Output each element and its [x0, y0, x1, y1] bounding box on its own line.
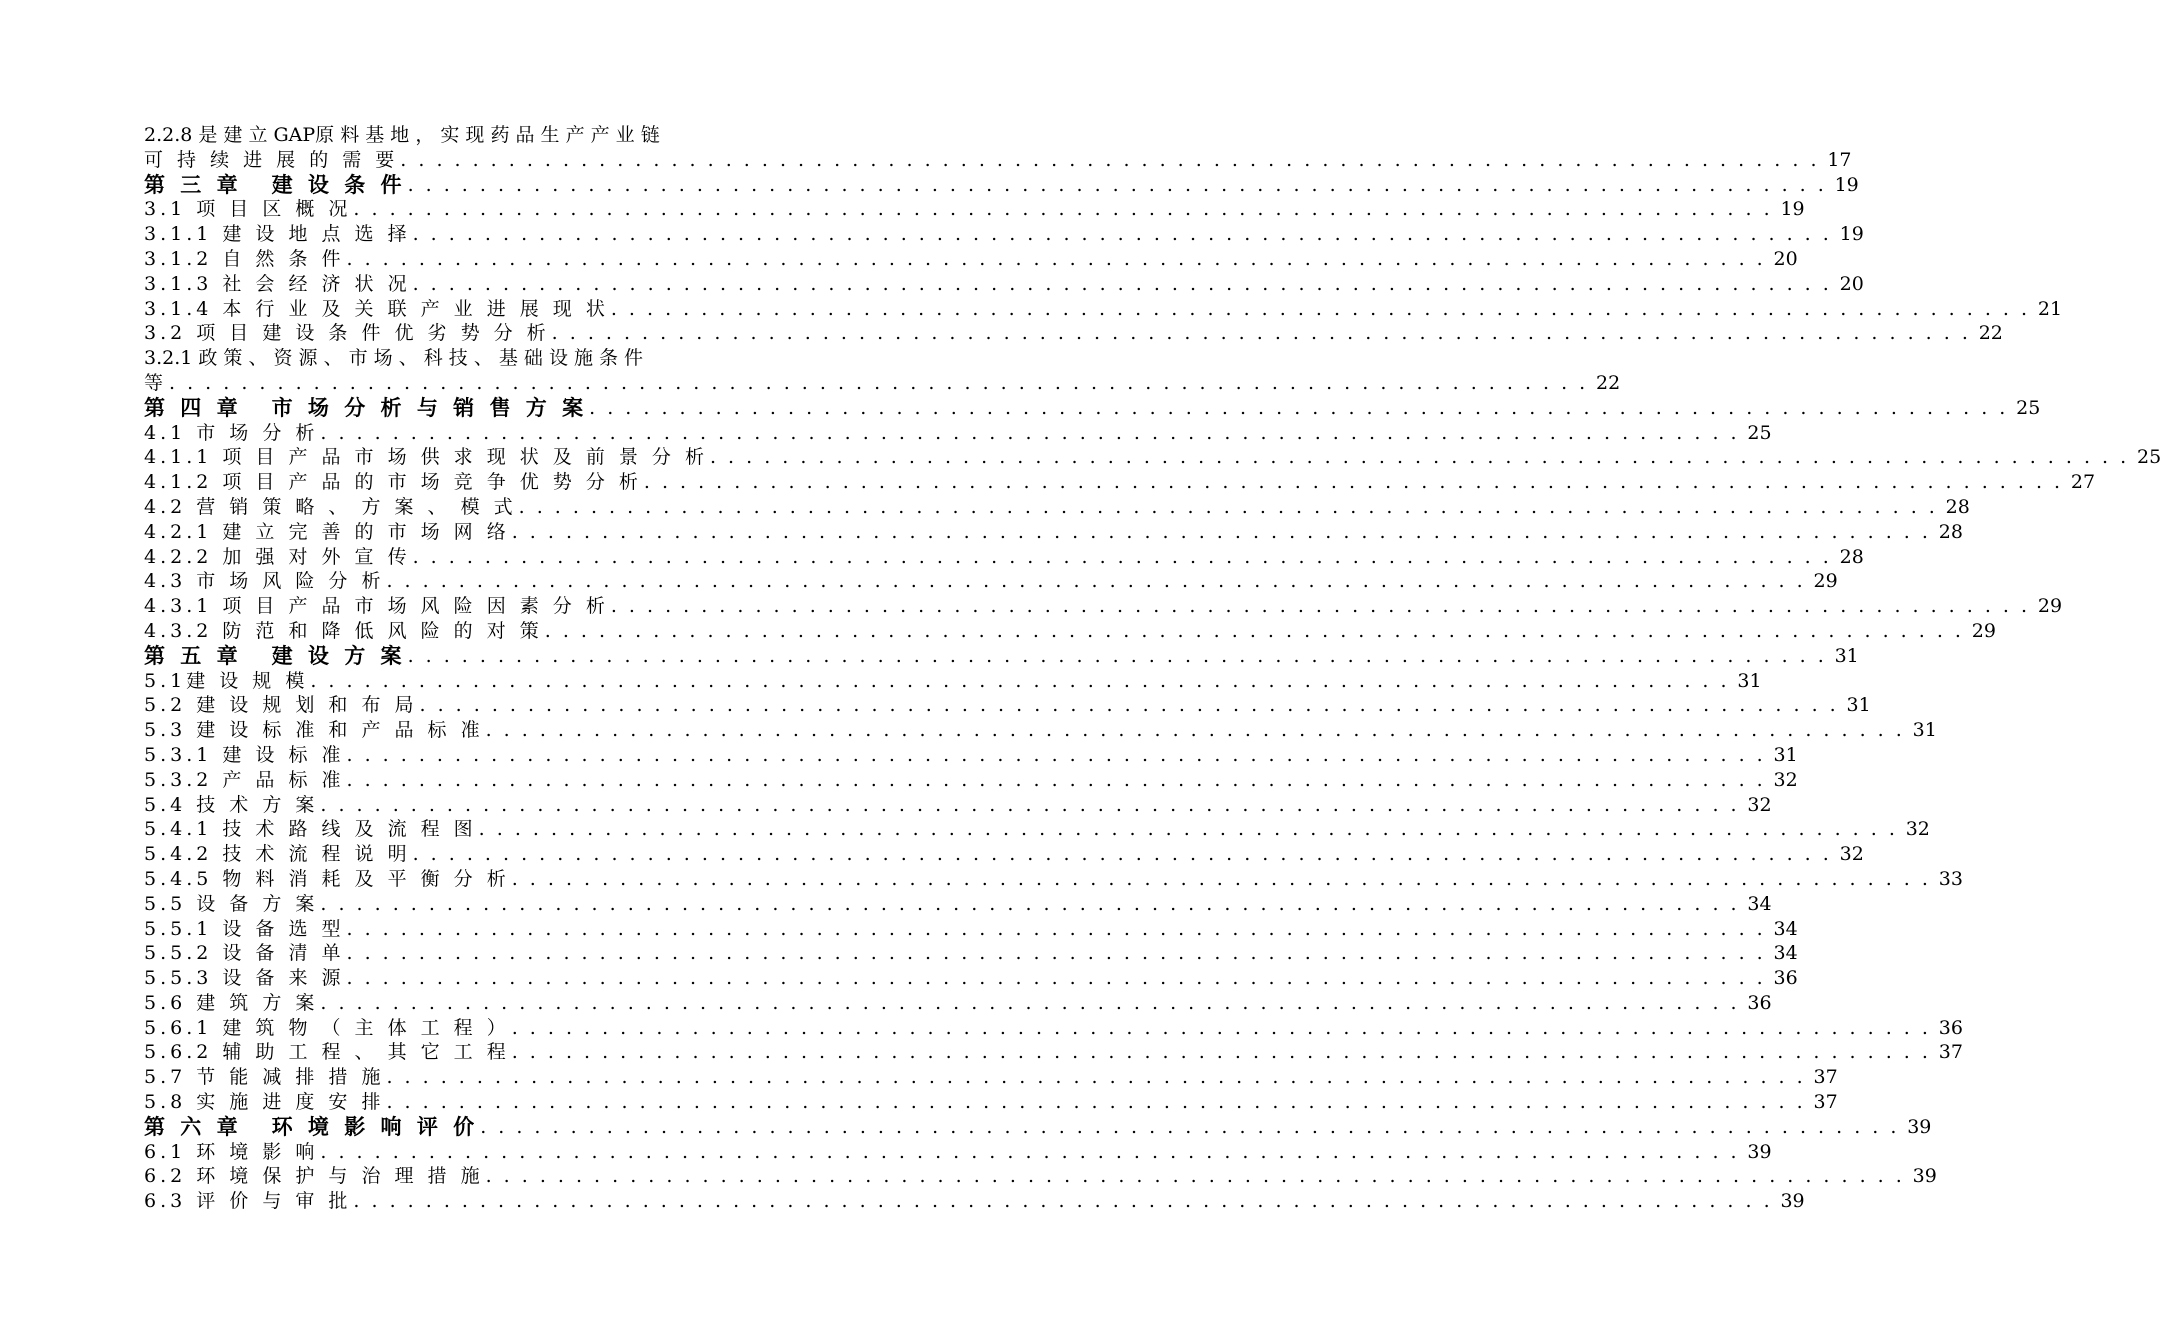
toc-entry	[144, 247, 1798, 272]
toc-entry	[144, 197, 1805, 222]
toc-entry-title: 3.1 项 目 区 概 况	[144, 198, 352, 221]
toc-entry	[144, 1016, 1963, 1041]
toc-entry-title: 4.1 市 场 分 析	[144, 421, 319, 444]
toc-entry	[144, 917, 1798, 942]
toc-page-number: 31	[1912, 719, 1937, 742]
toc-entry	[144, 743, 1798, 768]
dot-leader: . . . . . . . . . . . . . . . . . . . . . . . . . . . . . . . . . . . . . . . . . . . . . . . . . . . . . . . . . . . . . . . . . . . . . . . . . . . . . . .	[511, 1016, 1931, 1039]
toc-entry	[144, 1090, 1838, 1115]
chapter-number: 第 三 章	[144, 172, 242, 197]
dot-leader: . . . . . . . . . . . . . . . . . . . . . . . . . . . . . . . . . . . . . . . . . . . . . . . . . . . . . . . . . . . . . . . . . . . . . . . . . . . . . . .	[485, 1165, 1905, 1188]
dot-leader: . . . . . . . . . . . . . . . . . . . . . . . . . . . . . . . . . . . . . . . . . . . . . . . . . . . . . . . . . . . . . . . . . . . . . . . . . . . . . . .	[511, 867, 1931, 890]
toc-entry-title: 3.2.1 政 策 、 资 源 、 市 场 、 科 技 、 基 础 设 施 条 件	[144, 347, 644, 370]
toc-page-number: 39	[1912, 1165, 1937, 1188]
toc-entry-title: 5.6 建 筑 方 案	[144, 991, 319, 1014]
dot-leader: . . . . . . . . . . . . . . . . . . . . . . . . . . . . . . . . . . . . . . . . . . . . . . . . . . . . . . . . . . . . . . . . . . . . . . . . . . . . . . .	[485, 719, 1905, 742]
toc-entry	[144, 817, 1930, 842]
dot-leader: . . . . . . . . . . . . . . . . . . . . . . . . . . . . . . . . . . . . . . . . . . . . . . . . . . . . . . . . . . . . . . . . . . . . . . . . . . . . . . .	[320, 1140, 1740, 1163]
toc-entry-title: 3.1.1 建 设 地 点 选 择	[144, 223, 411, 246]
toc-chapter-title	[144, 173, 406, 198]
toc-chapter-heading	[144, 172, 1859, 198]
toc-entry-title: 6.3 评 价 与 审 批	[144, 1190, 352, 1213]
toc-page-number: 31	[1834, 644, 1859, 667]
toc-page-number: 29	[1813, 570, 1838, 593]
dot-leader: . . . . . . . . . . . . . . . . . . . . . . . . . . . . . . . . . . . . . . . . . . . . . . . . . . . . . . . . . . . . . . . . . . . . . . . . . . . . . . .	[610, 297, 2031, 320]
toc-entry-title: 5.5.1 设 备 选 型	[144, 917, 345, 940]
toc-entry-title: 4.3.1 项 目 产 品 市 场 风 险 因 素 分 析	[144, 595, 609, 618]
toc-entry	[144, 892, 1772, 917]
dot-leader: . . . . . . . . . . . . . . . . . . . . . . . . . . . . . . . . . . . . . . . . . . . . . . . . . . . . . . . . . . . . . . . . . . . . . . . . . . . . . . .	[412, 545, 1832, 568]
dot-leader: . . . . . . . . . . . . . . . . . . . . . . . . . . . . . . . . . . . . . . . . . . . . . . . . . . . . . . . . . . . . . . . . . . . . . . . . . . . . . . .	[551, 322, 1971, 345]
toc-entry-title: 5.6.1 建 筑 物 （ 主 体 工 程 ）	[144, 1016, 510, 1039]
toc-entry-title: 5.4 技 术 方 案	[144, 793, 319, 816]
toc-entry-title: 6.1 环 境 影 响	[144, 1140, 319, 1163]
toc-entry-title: 4.1.1 项 目 产 品 市 场 供 求 现 状 及 前 景 分 析	[144, 446, 708, 469]
dot-leader: . . . . . . . . . . . . . . . . . . . . . . . . . . . . . . . . . . . . . . . . . . . . . . . . . . . . . . . . . . . . . . . . . . . . . . . . . . . . . . .	[412, 843, 1832, 866]
toc-entry-title: 5.8 实 施 进 度 安 排	[144, 1091, 385, 1114]
toc-entry-title: 5.1建 设 规 模	[144, 669, 309, 692]
toc-entry-title: 4.2.1 建 立 完 善 的 市 场 网 络	[144, 520, 510, 543]
toc-page-number: 19	[1834, 173, 1859, 196]
toc-page-number: 17	[1827, 148, 1852, 171]
toc-entry	[144, 297, 2063, 322]
dot-leader: . . . . . . . . . . . . . . . . . . . . . . . . . . . . . . . . . . . . . . . . . . . . . . . . . . . . . . . . . . . . . . . . . . . . . . . . . . . . . . .	[407, 173, 1827, 196]
toc-page-number: 29	[1971, 619, 1996, 642]
toc-chapter-heading	[144, 395, 2041, 421]
dot-leader: . . . . . . . . . . . . . . . . . . . . . . . . . . . . . . . . . . . . . . . . . . . . . . . . . . . . . . . . . . . . . . . . . . . . . . . . . . . . . . .	[709, 446, 2130, 469]
toc-page-number: 31	[1773, 743, 1798, 766]
toc-entry	[144, 793, 1772, 818]
toc-entry-title: 3.2 项 目 建 设 条 件 优 劣 势 分 析	[144, 322, 550, 345]
dot-leader: . . . . . . . . . . . . . . . . . . . . . . . . . . . . . . . . . . . . . . . . . . . . . . . . . . . . . . . . . . . . . . . . . . . . . . . . . . . . . . .	[346, 917, 1766, 940]
toc-entry	[144, 1140, 1772, 1165]
toc-entry-title: 5.3.1 建 设 标 准	[144, 743, 345, 766]
toc-chapter-title	[144, 644, 406, 669]
toc-page-number: 19	[1839, 223, 1864, 246]
toc-entry-title: 5.4.2 技 术 流 程 说 明	[144, 843, 411, 866]
toc-entry	[144, 594, 2063, 619]
chapter-name: 建 设 条 件	[271, 172, 406, 197]
dot-leader: . . . . . . . . . . . . . . . . . . . . . . . . . . . . . . . . . . . . . . . . . . . . . . . . . . . . . . . . . . . . . . . . . . . . . . . . . . . . . . .	[478, 818, 1898, 841]
toc-page-number: 34	[1773, 917, 1798, 940]
toc-page-number: 39	[1907, 1115, 1932, 1138]
toc-entry-title: 5.3.2 产 品 标 准	[144, 768, 345, 791]
dot-leader: . . . . . . . . . . . . . . . . . . . . . . . . . . . . . . . . . . . . . . . . . . . . . . . . . . . . . . . . . . . . . . . . . . . . . . . . . . . . . . .	[346, 967, 1766, 990]
toc-entry	[144, 991, 1772, 1016]
toc-entry-wrapped-line	[144, 346, 820, 371]
dot-leader: . . . . . . . . . . . . . . . . . . . . . . . . . . . . . . . . . . . . . . . . . . . . . . . . . . . . . . . . . . . . . . . . . . . . . . . . . . . . . . .	[518, 495, 1938, 518]
toc-page-number: 20	[1773, 247, 1798, 270]
toc-entry-title: 等	[144, 371, 168, 394]
dot-leader: . . . . . . . . . . . . . . . . . . . . . . . . . . . . . . . . . . . . . . . . . . . . . . . . . . . . . . . . . . . . . . . . . . . . . . . . . . . . . . .	[386, 1091, 1806, 1114]
toc-page-number: 36	[1747, 991, 1772, 1014]
chapter-number: 第 五 章	[144, 643, 242, 668]
toc-entry	[144, 495, 1970, 520]
toc-chapter-heading	[144, 643, 1859, 669]
toc-page-number: 28	[1938, 520, 1963, 543]
dot-leader: . . . . . . . . . . . . . . . . . . . . . . . . . . . . . . . . . . . . . . . . . . . . . . . . . . . . . . . . . . . . . . . . . . . . . . . . . . . . . . .	[320, 421, 1740, 444]
toc-entry	[144, 520, 1963, 545]
toc-entry-title: 3.1.3 社 会 经 济 状 况	[144, 272, 411, 295]
chapter-name: 环 境 影 响 评 价	[271, 1114, 479, 1139]
dot-leader: . . . . . . . . . . . . . . . . . . . . . . . . . . . . . . . . . . . . . . . . . . . . . . . . . . . . . . . . . . . . . . . . . . . . . . . . . . . . . . .	[400, 148, 1820, 171]
toc-entry	[144, 222, 1864, 247]
dot-leader: . . . . . . . . . . . . . . . . . . . . . . . . . . . . . . . . . . . . . . . . . . . . . . . . . . . . . . . . . . . . . . . . . . . . . . . . . . . . . . .	[320, 793, 1740, 816]
toc-page-number: 37	[1813, 1091, 1838, 1114]
dot-leader: . . . . . . . . . . . . . . . . . . . . . . . . . . . . . . . . . . . . . . . . . . . . . . . . . . . . . . . . . . . . . . . . . . . . . . . . . . . . . . .	[407, 644, 1827, 667]
toc-entry-title: 4.3.2 防 范 和 降 低 风 险 的 对 策	[144, 619, 543, 642]
toc-entry-title: 5.2 建 设 规 划 和 布 局	[144, 694, 418, 717]
dot-leader: . . . . . . . . . . . . . . . . . . . . . . . . . . . . . . . . . . . . . . . . . . . . . . . . . . . . . . . . . . . . . . . . . . . . . . . . . . . . . . .	[610, 595, 2031, 618]
dot-leader: . . . . . . . . . . . . . . . . . . . . . . . . . . . . . . . . . . . . . . . . . . . . . . . . . . . . . . . . . . . . . . . . . . . . . . . . . . . . . . .	[353, 1190, 1773, 1213]
toc-entry-title: 3.1.4 本 行 业 及 关 联 产 业 进 展 现 状	[144, 297, 609, 320]
toc-page-number: 39	[1780, 1190, 1805, 1213]
toc-entry-title: 5.7 节 能 减 排 措 施	[144, 1066, 385, 1089]
dot-leader: . . . . . . . . . . . . . . . . . . . . . . . . . . . . . . . . . . . . . . . . . . . . . . . . . . . . . . . . . . . . . . . . . . . . . . . . . . . . . . .	[346, 247, 1766, 270]
toc-entry-title: 5.5.2 设 备 清 单	[144, 942, 345, 965]
toc-page-number: 34	[1773, 942, 1798, 965]
dot-leader: . . . . . . . . . . . . . . . . . . . . . . . . . . . . . . . . . . . . . . . . . . . . . . . . . . . . . . . . . . . . . . . . . . . . . . . . . . . . . . .	[353, 198, 1773, 221]
toc-page-number: 27	[2070, 471, 2096, 494]
toc-entry	[144, 148, 1852, 173]
toc-entry	[144, 371, 1621, 396]
toc-entry	[144, 321, 2003, 346]
toc-entry-title: 2.2.8 是 建 立 GAP原 料 基 地 ， 实 现 药 品 生 产 产 业 链	[144, 124, 660, 146]
toc-page-number: 37	[1938, 1041, 1963, 1064]
toc-entry	[144, 669, 1762, 694]
toc-entry-title: 5.4.1 技 术 路 线 及 流 程 图	[144, 818, 477, 841]
toc-entry-wrapped-line	[144, 123, 820, 148]
dot-leader: . . . . . . . . . . . . . . . . . . . . . . . . . . . . . . . . . . . . . . . . . . . . . . . . . . . . . . . . . . . . . . . . . . . . . . . . . . . . . . .	[169, 371, 1589, 394]
toc-entry	[144, 569, 1838, 594]
toc-entry-title: 5.3 建 设 标 准 和 产 品 标 准	[144, 719, 484, 742]
chapter-number: 第 六 章	[144, 1114, 242, 1139]
dot-leader: . . . . . . . . . . . . . . . . . . . . . . . . . . . . . . . . . . . . . . . . . . . . . . . . . . . . . . . . . . . . . . . . . . . . . . . . . . . . . . .	[346, 743, 1766, 766]
toc-entry	[144, 421, 1772, 446]
toc-page-number: 36	[1773, 967, 1798, 990]
toc-entry	[144, 545, 1864, 570]
toc-page-number: 19	[1780, 198, 1805, 221]
toc-page-number: 28	[1945, 495, 1970, 518]
toc-chapter-heading	[144, 1114, 1932, 1140]
dot-leader: . . . . . . . . . . . . . . . . . . . . . . . . . . . . . . . . . . . . . . . . . . . . . . . . . . . . . . . . . . . . . . . . . . . . . . . . . . . . . . .	[412, 272, 1832, 295]
toc-page-number: 25	[2136, 446, 2161, 469]
toc-page-number: 32	[1839, 843, 1864, 866]
toc-entry	[144, 445, 2161, 470]
dot-leader: . . . . . . . . . . . . . . . . . . . . . . . . . . . . . . . . . . . . . . . . . . . . . . . . . . . . . . . . . . . . . . . . . . . . . . . . . . . . . . .	[346, 768, 1766, 791]
toc-page-number: 29	[2037, 595, 2063, 618]
dot-leader: . . . . . . . . . . . . . . . . . . . . . . . . . . . . . . . . . . . . . . . . . . . . . . . . . . . . . . . . . . . . . . . . . . . . . . . . . . . . . . .	[589, 396, 2009, 419]
dot-leader: . . . . . . . . . . . . . . . . . . . . . . . . . . . . . . . . . . . . . . . . . . . . . . . . . . . . . . . . . . . . . . . . . . . . . . . . . . . . . . .	[412, 223, 1832, 246]
toc-page-number: 31	[1846, 694, 1871, 717]
toc-entry-title: 5.4.5 物 料 消 耗 及 平 衡 分 析	[144, 867, 510, 890]
toc-entry	[144, 1164, 1937, 1189]
dot-leader: . . . . . . . . . . . . . . . . . . . . . . . . . . . . . . . . . . . . . . . . . . . . . . . . . . . . . . . . . . . . . . . . . . . . . . . . . . . . . . .	[346, 942, 1766, 965]
toc-entry	[144, 1040, 1963, 1065]
toc-entry-title: 6.2 环 境 保 护 与 治 理 措 施	[144, 1165, 484, 1188]
dot-leader: . . . . . . . . . . . . . . . . . . . . . . . . . . . . . . . . . . . . . . . . . . . . . . . . . . . . . . . . . . . . . . . . . . . . . . . . . . . . . . .	[310, 669, 1730, 692]
dot-leader: . . . . . . . . . . . . . . . . . . . . . . . . . . . . . . . . . . . . . . . . . . . . . . . . . . . . . . . . . . . . . . . . . . . . . . . . . . . . . . .	[320, 892, 1740, 915]
toc-entry	[144, 470, 2096, 495]
toc-entry-title: 5.5 设 备 方 案	[144, 892, 319, 915]
toc-entry	[144, 768, 1798, 793]
toc-entry	[144, 718, 1937, 743]
toc-page-number: 37	[1813, 1066, 1838, 1089]
dot-leader: . . . . . . . . . . . . . . . . . . . . . . . . . . . . . . . . . . . . . . . . . . . . . . . . . . . . . . . . . . . . . . . . . . . . . . . . . . . . . . .	[480, 1115, 1900, 1138]
toc-page-number: 36	[1938, 1016, 1963, 1039]
toc-entry-title: 可 持 续 进 展 的 需 要	[144, 148, 399, 171]
toc-entry	[144, 867, 1963, 892]
toc-page-number: 22	[1596, 371, 1621, 394]
toc-entry	[144, 1189, 1805, 1214]
toc-entry-title: 5.5.3 设 备 来 源	[144, 967, 345, 990]
toc-page-number: 31	[1737, 669, 1762, 692]
toc-entry-title: 5.6.2 辅 助 工 程 、 其 它 工 程	[144, 1041, 510, 1064]
chapter-name: 建 设 方 案	[271, 643, 406, 668]
toc-page-number: 32	[1905, 818, 1930, 841]
dot-leader: . . . . . . . . . . . . . . . . . . . . . . . . . . . . . . . . . . . . . . . . . . . . . . . . . . . . . . . . . . . . . . . . . . . . . . . . . . . . . . .	[386, 570, 1806, 593]
toc-entry	[144, 1065, 1838, 1090]
toc-chapter-title	[144, 1115, 478, 1140]
toc-entry	[144, 966, 1798, 991]
toc-page-number: 32	[1747, 793, 1772, 816]
toc-entry-title: 4.2 营 销 策 略 、 方 案 、 模 式	[144, 495, 517, 518]
toc-chapter-title	[144, 396, 587, 421]
toc-page-number: 34	[1747, 892, 1772, 915]
chapter-name: 市 场 分 析 与 销 售 方 案	[271, 395, 588, 420]
toc-entry	[144, 941, 1798, 966]
toc-entry	[144, 842, 1864, 867]
toc-entry	[144, 693, 1871, 718]
dot-leader: . . . . . . . . . . . . . . . . . . . . . . . . . . . . . . . . . . . . . . . . . . . . . . . . . . . . . . . . . . . . . . . . . . . . . . . . . . . . . . .	[544, 619, 1964, 642]
dot-leader: . . . . . . . . . . . . . . . . . . . . . . . . . . . . . . . . . . . . . . . . . . . . . . . . . . . . . . . . . . . . . . . . . . . . . . . . . . . . . . .	[419, 694, 1839, 717]
toc-entry-title: 3.1.2 自 然 条 件	[144, 247, 345, 270]
toc-page-number: 28	[1839, 545, 1864, 568]
toc-page-number: 21	[2037, 297, 2063, 320]
toc-entry-title: 4.2.2 加 强 对 外 宣 传	[144, 545, 411, 568]
dot-leader: . . . . . . . . . . . . . . . . . . . . . . . . . . . . . . . . . . . . . . . . . . . . . . . . . . . . . . . . . . . . . . . . . . . . . . . . . . . . . . .	[386, 1066, 1806, 1089]
toc-entry-title: 4.3 市 场 风 险 分 析	[144, 570, 385, 593]
toc-page-number: 33	[1938, 867, 1963, 890]
toc-page-number: 32	[1773, 768, 1798, 791]
toc-entry-title: 4.1.2 项 目 产 品 的 市 场 竞 争 优 势 分 析	[144, 471, 642, 494]
dot-leader: . . . . . . . . . . . . . . . . . . . . . . . . . . . . . . . . . . . . . . . . . . . . . . . . . . . . . . . . . . . . . . . . . . . . . . . . . . . . . . .	[643, 471, 2064, 494]
table-of-contents	[144, 123, 2161, 1214]
dot-leader: . . . . . . . . . . . . . . . . . . . . . . . . . . . . . . . . . . . . . . . . . . . . . . . . . . . . . . . . . . . . . . . . . . . . . . . . . . . . . . .	[320, 991, 1740, 1014]
toc-page-number: 39	[1747, 1140, 1772, 1163]
dot-leader: . . . . . . . . . . . . . . . . . . . . . . . . . . . . . . . . . . . . . . . . . . . . . . . . . . . . . . . . . . . . . . . . . . . . . . . . . . . . . . .	[511, 1041, 1931, 1064]
toc-page-number: 20	[1839, 272, 1864, 295]
dot-leader: . . . . . . . . . . . . . . . . . . . . . . . . . . . . . . . . . . . . . . . . . . . . . . . . . . . . . . . . . . . . . . . . . . . . . . . . . . . . . . .	[511, 520, 1931, 543]
toc-page-number: 22	[1978, 322, 2003, 345]
toc-entry	[144, 619, 1996, 644]
toc-entry	[144, 272, 1864, 297]
toc-page-number: 25	[1747, 421, 1772, 444]
chapter-number: 第 四 章	[144, 395, 242, 420]
toc-page-number: 25	[2016, 396, 2041, 419]
